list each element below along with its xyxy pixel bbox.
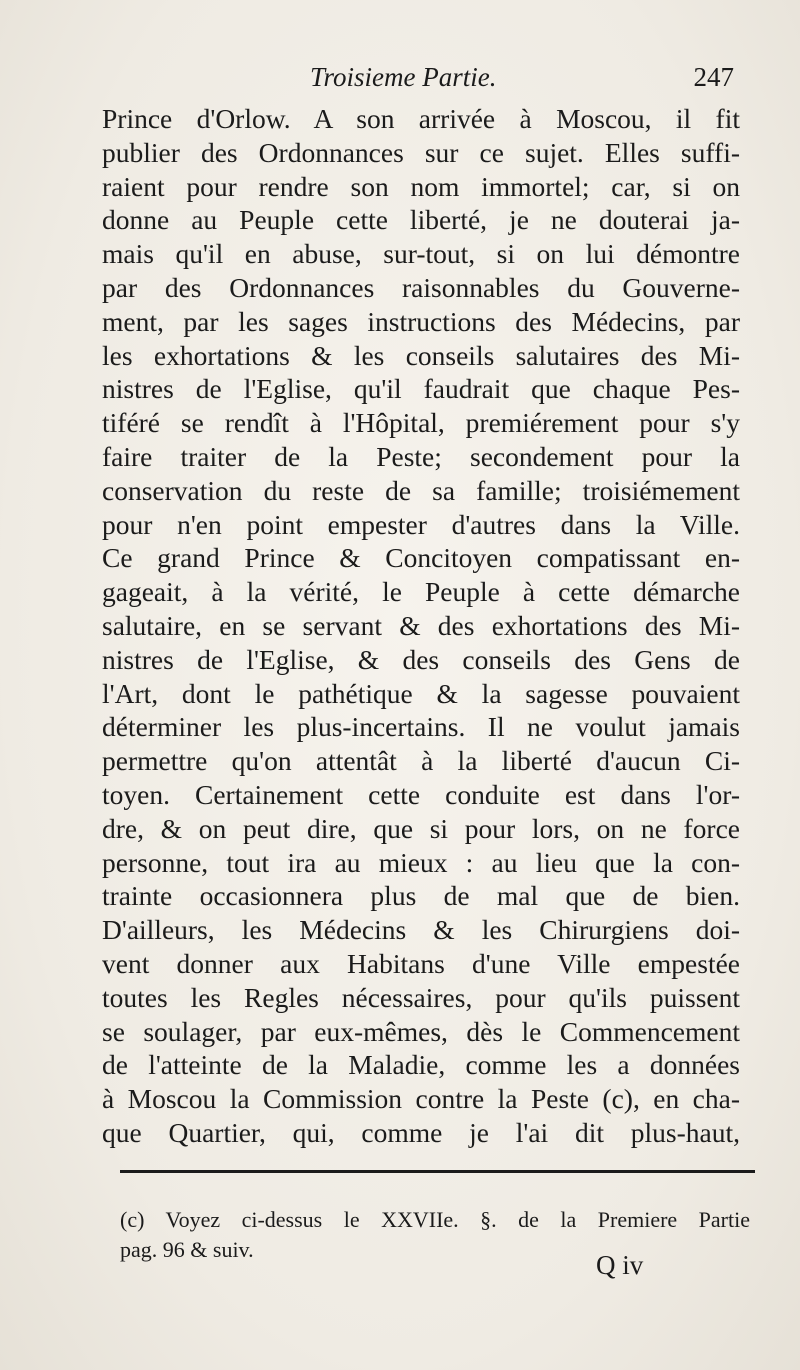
text-line: personne, tout ira au mieux : au lieu que la con- [102, 846, 740, 878]
body-text [102, 102, 740, 1150]
text-line: raient pour rendre son nom immortel; car, si on [102, 170, 740, 202]
text-line: que Quartier, qui, comme je l'ai dit plus-haut, [102, 1116, 740, 1148]
text-line: de l'atteinte de la Maladie, comme les a données [102, 1049, 740, 1081]
running-title: Troisieme Partie. [310, 62, 497, 92]
text-line: pour n'en point empester d'autres dans la Ville. [102, 508, 740, 540]
text-line: Prince d'Orlow. A son arrivée à Moscou, il fit [102, 103, 740, 134]
text-line: Ce grand Prince & Concitoyen compatissant en- [102, 542, 740, 574]
running-head [100, 62, 740, 98]
text-line: tiféré se rendît à l'Hôpital, premiérement pour s'y [102, 407, 740, 439]
text-line: toutes les Regles nécessaires, pour qu'ils puissent [102, 981, 740, 1013]
text-line: dre, & on peut dire, que si pour lors, on ne force [102, 812, 740, 844]
footnote-line: (c) Voyez ci-dessus le XXVIIe. §. de la Premiere Partie [120, 1207, 750, 1232]
footnote-rule [120, 1170, 755, 1173]
page-number: 247 [693, 62, 734, 92]
text-line: par des Ordonnances raisonnables du Gouverne- [102, 271, 740, 303]
text-line: trainte occasionnera plus de mal que de bien. [102, 880, 740, 912]
text-line: faire traiter de la Peste; secondement pour la [102, 440, 740, 472]
text-line: toyen. Certainement cette conduite est dans l'or- [102, 778, 740, 810]
text-line: vent donner aux Habitans d'une Ville empestée [102, 947, 740, 979]
text-line: se soulager, par eux-mêmes, dès le Commencement [102, 1015, 740, 1047]
text-line: nistres de l'Eglise, & des conseils des Gens de [102, 643, 740, 675]
text-line: nistres de l'Eglise, qu'il faudrait que chaque Pes- [102, 373, 740, 405]
footnote [120, 1205, 750, 1265]
text-line: salutaire, en se servant & des exhortations des Mi- [102, 609, 740, 641]
text-line: gageait, à la vérité, le Peuple à cette démarche [102, 576, 740, 608]
text-line: mais qu'il en abuse, sur-tout, si on lui démontre [102, 238, 740, 270]
footnote-line: pag. 96 & suiv. [120, 1237, 254, 1262]
text-line: D'ailleurs, les Médecins & les Chirurgiens doi- [102, 914, 740, 946]
text-line: déterminer les plus-incertains. Il ne voulut jamais [102, 711, 740, 743]
text-line: donne au Peuple cette liberté, je ne douterai ja- [102, 204, 740, 236]
text-line: à Moscou la Commission contre la Peste (c), en cha- [102, 1083, 740, 1115]
text-line: l'Art, dont le pathétique & la sagesse pouvaient [102, 677, 740, 709]
text-line: publier des Ordonnances sur ce sujet. Elles suffi- [102, 136, 740, 168]
text-line: conservation du reste de sa famille; troisiémement [102, 474, 740, 506]
text-line: les exhortations & les conseils salutaires des Mi- [102, 339, 740, 371]
signature-mark: Q iv [596, 1250, 644, 1280]
text-line: ment, par les sages instructions des Médecins, par [102, 305, 740, 337]
text-line: permettre qu'on attentât à la liberté d'aucun Ci- [102, 745, 740, 777]
